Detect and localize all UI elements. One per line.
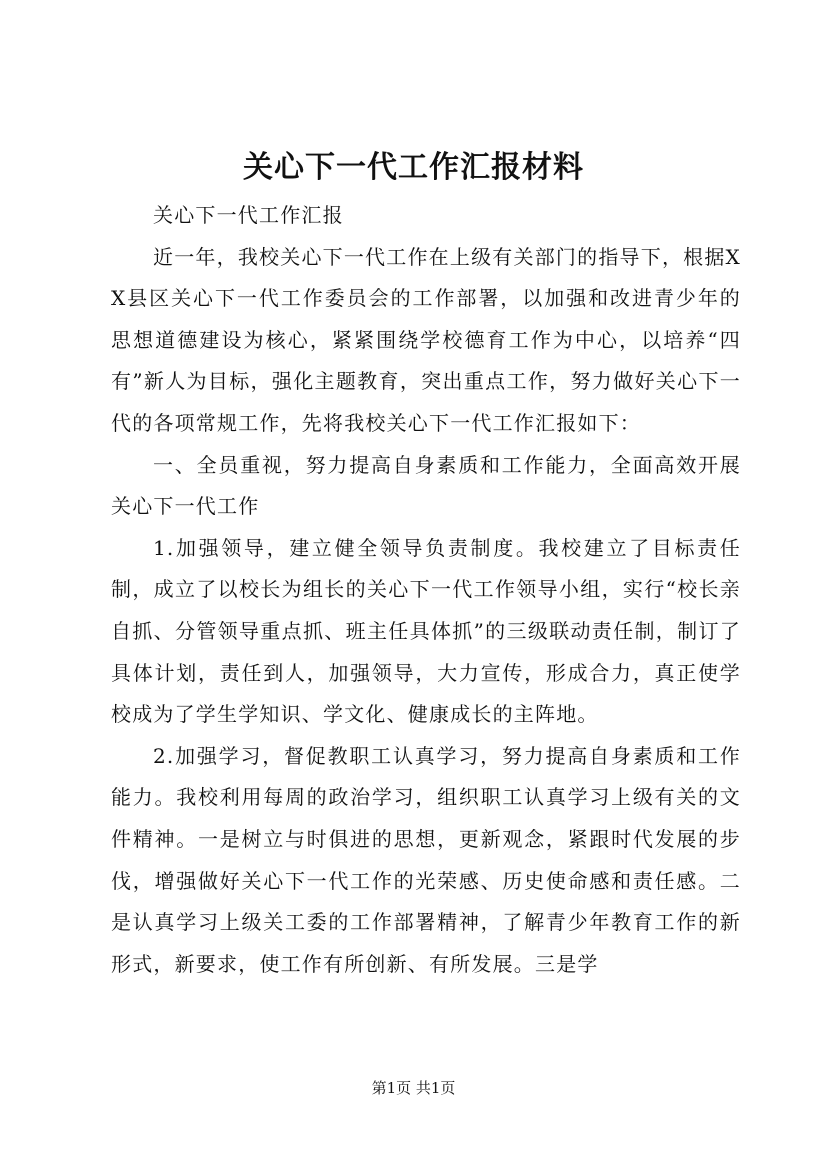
- document-body: [111, 195, 741, 985]
- page-footer: 第1页 共1页: [371, 1079, 456, 1097]
- paragraph-subtitle: 关心下一代工作汇报: [153, 203, 344, 227]
- paragraph-item-2: 2.加强学习，督促教职工认真学习，努力提高自身素质和工作能力。我校利用每周的政治学习，组织职工认真学习上级有关的文件精神。一是树立与时俱进的思想，更新观念，紧跟时代发展的步伐，增强做好关心下一代工作的光荣感、历史使命感和责任感。二是认真学习上级关工委的工作部署精神，了解青少年教育工作的新形式，新要求，使工作有所创新、有所发展。三是学: [111, 743, 741, 976]
- paragraph-intro: 近一年，我校关心下一代工作在上级有关部门的指导下，根据XX县区关心下一代工作委员会的工作部署，以加强和改进青少年的思想道德建设为核心，紧紧围绕学校德育工作为中心，以培养“四有”新人为目标，强化主题教育，突出重点工作，努力做好关心下一代的各项常规工作，先将我校关心下一代工作汇报如下：: [111, 244, 741, 435]
- document-title: 关心下一代工作汇报材料: [243, 150, 584, 185]
- paragraph-item-1: 1.加强领导，建立健全领导负责制度。我校建立了目标责任制，成立了以校长为组长的关心下一代工作领导小组，实行“校长亲自抓、分管领导重点抓、班主任具体抓”的三级联动责任制，制订了具体计划，责任到人，加强领导，大力宣传，形成合力，真正使学校成为了学生学知识、学文化、健康成长的主阵地。: [111, 535, 741, 727]
- paragraph-section-heading: 一、全员重视，努力提高自身素质和工作能力，全面高效开展关心下一代工作: [111, 452, 741, 519]
